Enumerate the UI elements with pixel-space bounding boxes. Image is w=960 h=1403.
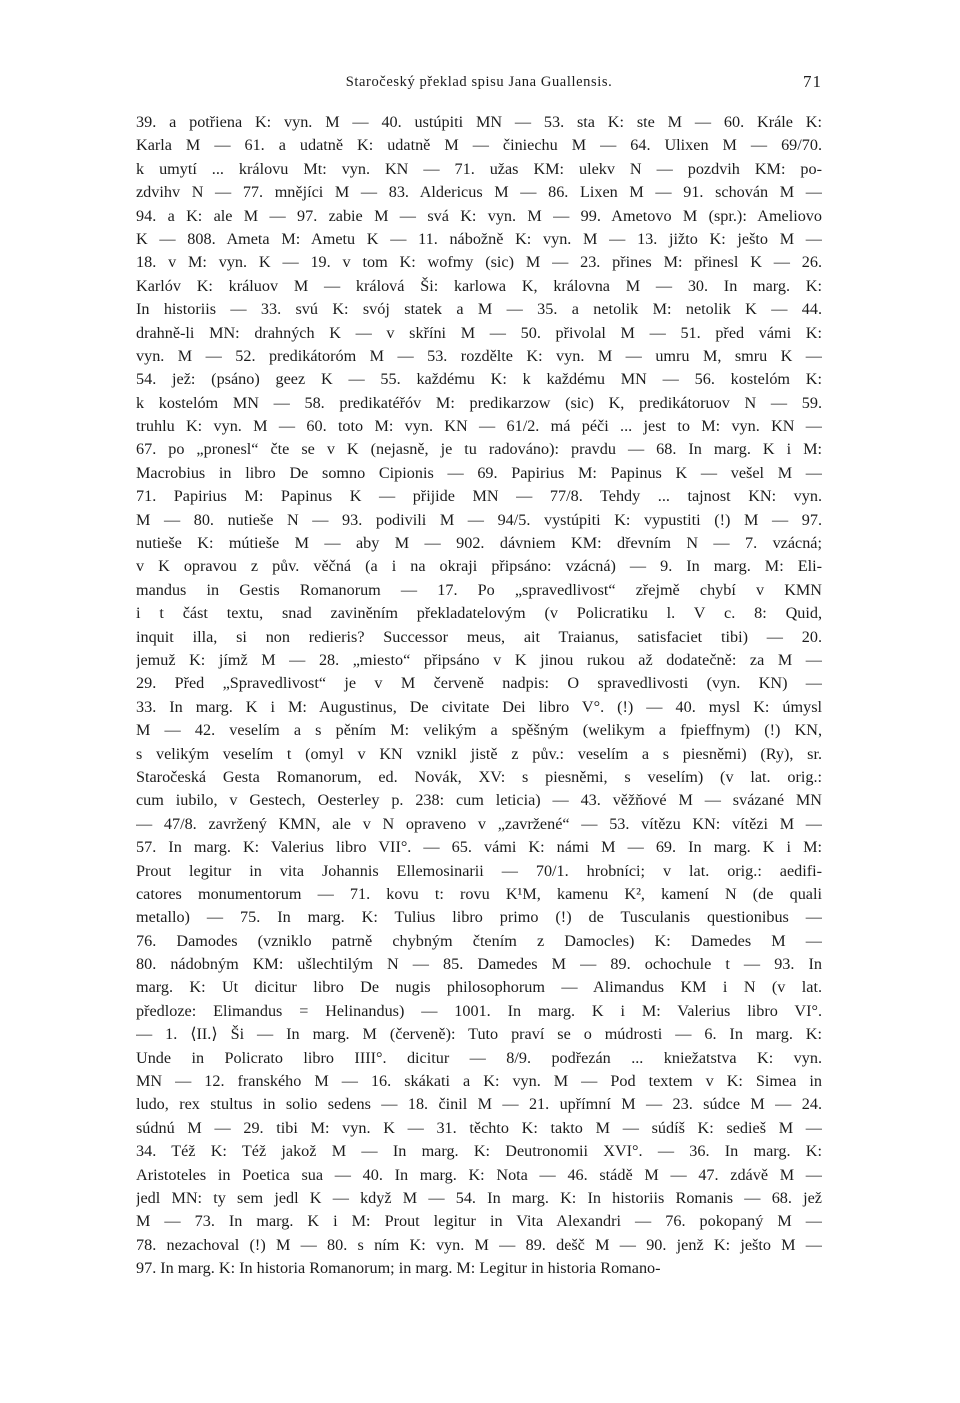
apparatus-line: K — 808. Ameta M: Ametu K — 11. nábožně K: vyn. M — 13. jižto K: ješto M —: [136, 229, 822, 248]
apparatus-line: 54. jež: (psáno) geez K — 55. každému K: k každému MN — 56. kostelóm K:: [136, 370, 822, 389]
apparatus-line: předloze: Elimandus = Helinandus) — 1001. In marg. K i M: Valerius libro VI°.: [136, 1001, 822, 1020]
apparatus-line: 57. In marg. K: Valerius libro VII°. — 65. vámi K: námi M — 69. In marg. K i M:: [136, 838, 822, 857]
apparatus-line: k umytí ... královu Mt: vyn. KN — 71. užas KM: ulekv N — pozdvih KM: po-: [136, 159, 822, 178]
apparatus-line: 34. Též K: Též jakož M — In marg. K: Deutronomii XVI°. — 36. In marg. K:: [136, 1142, 822, 1161]
apparatus-line: nutieše K: mútieše M — aby M — 902. dávniem KM: dřevním N — 7. vzácná;: [136, 534, 822, 553]
apparatus-line: vyn. M — 52. predikátoróm M — 53. rozdělte K: vyn. M — umru M, smru K —: [136, 346, 822, 365]
apparatus-line: ludo, rex stultus in solio sedens — 18. činil M — 21. upřímní M — 23. súdce M — 24.: [136, 1095, 822, 1114]
apparatus-line: — 47/8. zavržený KMN, ale v N opraveno v „zavržené“ — 53. vítězu KN: vítězi M —: [136, 814, 822, 833]
apparatus-line: Staročeská Gesta Romanorum, ed. Novák, XV: s piesněmi, s veselím) (v lat. orig.:: [136, 767, 822, 786]
apparatus-line: mandus in Gestis Romanorum — 17. Po „spravedlivost“ zřejmě chybí v KMN: [136, 580, 822, 599]
apparatus-line: In historiis — 33. svú K: svój statek a M — 35. a netolik M: netolik K — 44.: [136, 300, 822, 319]
running-title: Staročeský překlad spisu Jana Guallensis.: [345, 74, 613, 90]
apparatus-line: 39. a potřiena K: vyn. M — 40. ustúpiti MN — 53. sta K: ste M — 60. Krále K:: [136, 113, 822, 131]
apparatus-line: Karlóv K: králuov M — králová Ši: karlowa K, královna M — 30. In marg. K:: [136, 276, 822, 295]
apparatus-line: 29. Před „Spravedlivost“ je v M červeně nadpis: O spravedlivosti (vyn. KN) —: [136, 674, 822, 693]
apparatus-line: catores monumentorum — 71. kovu t: rovu K¹M, kamenu K², kamení N (de quali: [136, 884, 822, 903]
apparatus-line: M — 42. veselím a s pěním M: velikým a spěšným (welikym a fpieffnym) (!) KN,: [136, 721, 822, 740]
apparatus-line: marg. K: Ut dicitur libro De nugis philosophorum — Alimandus KM i N (v lat.: [136, 978, 822, 997]
apparatus-line: MN — 12. franského M — 16. skákati a K: vyn. M — Pod textem v K: Simea in: [136, 1072, 822, 1091]
apparatus-line: drahně-li MN: drahných K — v skříni M — 50. přivolal M — 51. před vámi K:: [136, 323, 822, 342]
apparatus-line: M — 80. nutieše N — 93. podivili M — 94/5. vystúpiti K: vypustiti (!) M — 97.: [136, 510, 822, 529]
apparatus-line: v K opravou z pův. věčná (a i na okraji připsáno: vzácná) — 9. In marg. M: Eli-: [136, 557, 822, 576]
apparatus-line: Karla M — 61. a udatně K: udatně M — činiechu M — 64. Ulixen M — 69/70.: [136, 136, 822, 155]
apparatus-line: Aristoteles in Poetica sua — 40. In marg. K: Nota — 46. stádě M — 47. zdávě M —: [136, 1165, 822, 1184]
apparatus-line: — 1. ⟨II.⟩ Ši — In marg. M (červeně): Tuto praví se o múdrosti — 6. In marg. K:: [136, 1025, 822, 1044]
apparatus-line: Unde in Policrato libro IIII°. dicitur — 8/9. podřezán ... kniežatstva K: vyn.: [136, 1048, 822, 1067]
apparatus-line: 76. Damodes (vzniklo patrně chybným čtením z Damocles) K: Damedes M —: [136, 931, 822, 950]
apparatus-line: jemuž K: jímž M — 28. „miesto“ připsáno v K jinou rukou až dodatečně: za M —: [136, 650, 822, 669]
apparatus-line: s velikým veselím t (omyl v KN vznikl jistě z pův.: veselím a s piesněmi) (Ry), sr.: [136, 744, 822, 763]
critical-apparatus: [136, 111, 822, 1281]
apparatus-line: zdvihv N — 77. mnějíci M — 83. Aldericus M — 86. Lixen M — 91. schován M —: [136, 183, 822, 202]
apparatus-line: k kostelóm MN — 58. predikatéřóv M: predikarzow (sic) K, predikátoruov N — 59.: [136, 393, 822, 412]
apparatus-line: inquit illa, si non redieris? Successor meus, ait Traianus, satisfaciet tibi) — 20.: [136, 627, 822, 646]
running-head: [136, 72, 822, 94]
apparatus-line: M — 73. In marg. K i M: Prout legitur in Vita Alexandri — 76. pokopaný M —: [136, 1212, 822, 1231]
apparatus-line: Macrobius in libro De somno Cipionis — 69. Papirius M: Papinus K — vešel M —: [136, 463, 822, 482]
apparatus-line: 97. In marg. K: In historia Romanorum; in marg. M: Legitur in historia Romano-: [136, 1259, 661, 1278]
page-number: 71: [803, 72, 822, 91]
apparatus-line: cum iubilo, v Gestech, Oesterley p. 238: cum leticia) — 43. věžňové M — svázané MN: [136, 791, 822, 810]
apparatus-line: jedl MN: ty sem jedl K — když M — 54. In marg. K: In historiis Romanis — 68. jež: [136, 1188, 822, 1207]
apparatus-line: 94. a K: ale M — 97. zabie M — svá K: vyn. M — 99. Ametovo M (spr.): Ameliovo: [136, 206, 822, 225]
apparatus-line: truhlu K: vyn. M — 60. toto M: vyn. KN — 61/2. má péči ... jest to M: vyn. KN —: [136, 417, 822, 436]
apparatus-line: 33. In marg. K i M: Augustinus, De civitate Dei libro V°. (!) — 40. mysl K: úmysl: [136, 697, 822, 716]
apparatus-line: súdnú M — 29. tibi M: vyn. K — 31. těchto K: takto M — súdíš K: sedieš M —: [136, 1118, 822, 1137]
apparatus-line: 67. po „pronesl“ čte se v K (nejasně, je tu radováno): pravdu — 68. In marg. K i M:: [136, 440, 822, 459]
apparatus-line: 78. nezachoval (!) M — 80. s ním K: vyn. M — 89. dešč M — 90. jenž K: ješto M —: [136, 1235, 822, 1254]
apparatus-line: 80. nádobným KM: ušlechtilým N — 85. Damedes M — 89. ochochule t — 93. In: [136, 955, 822, 974]
apparatus-line: metallo) — 75. In marg. K: Tulius libro primo (!) de Tusculanis questionibus —: [136, 908, 822, 927]
apparatus-line: 18. v M: vyn. K — 19. v tom K: wofmy (sic) M — 23. přines M: přinesl K — 26.: [136, 253, 822, 272]
apparatus-line: i t část textu, snad zaviněním překladatelovým (v Policratiku l. V c. 8: Quid,: [136, 604, 822, 623]
apparatus-line: 71. Papirius M: Papinus K — přijide MN — 77/8. Tehdy ... tajnost KN: vyn.: [136, 487, 822, 506]
apparatus-line: Prout legitur in vita Johannis Ellemosinarii — 70/1. hrobníci; v lat. orig.: aedifi-: [136, 861, 822, 880]
